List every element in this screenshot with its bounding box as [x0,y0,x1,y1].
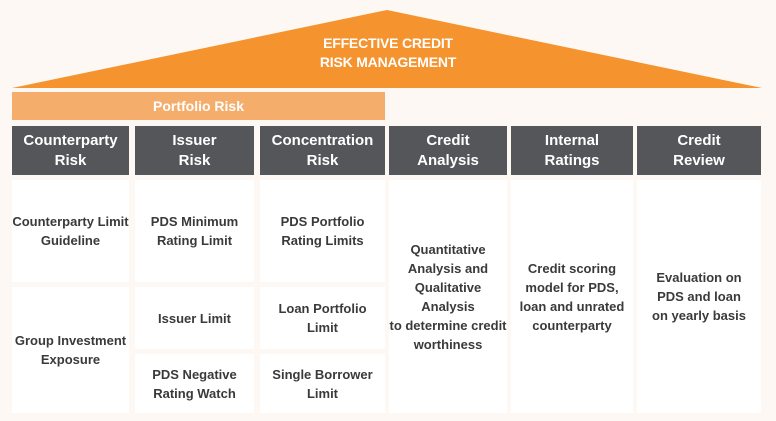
cell-line: Quantitative [410,241,486,257]
cell-line: Analysis and [407,260,489,276]
cell-loan-portfolio-limit [260,287,385,349]
cell-line: Exposure [40,352,101,367]
cell-line: PDS Negative [152,366,237,382]
cell-credit-analysis-description [389,180,507,413]
header-line: Risk [306,151,339,169]
cell-counterparty-limit-guideline [12,180,129,282]
cell-line: Rating Limits [281,233,364,248]
cell-pds-portfolio-rating-limits [260,180,385,282]
cell-line: Group Investment [14,333,127,348]
cell-line: worthiness [413,336,483,352]
header-line: Issuer [172,131,217,149]
header-line: Ratings [544,151,600,169]
header-line: Counterparty [23,131,118,149]
cell-line: Qualitative Analysis [414,279,482,314]
cell-line: Limit [306,385,339,401]
cell-line: model for PDS, [525,279,619,295]
cell-line: PDS Minimum [150,214,239,229]
header-counterparty-risk [12,126,129,175]
cell-line: Loan Portfolio [278,301,367,316]
cell-line: PDS Portfolio [280,214,365,229]
cell-issuer-limit [135,287,254,349]
cell-line: Rating Limit [156,233,233,248]
header-line: Concentration [271,131,374,149]
header-issuer-risk [135,126,254,175]
cell-internal-ratings-description [511,180,633,413]
cell-credit-review-description [637,180,761,413]
header-line: Internal [544,131,600,149]
header-concentration-risk [260,126,385,175]
cell-single-borrower-limit [260,354,385,413]
header-line: Review [673,151,725,169]
cell-line: PDS and loan [657,289,741,304]
header-line: Risk [54,151,87,169]
cell-group-investment-exposure [12,287,129,413]
cell-line: Rating Watch [153,385,236,401]
cell-line: loan and unrated [519,298,625,314]
main-title [238,34,538,72]
cell-line: to determine credit [389,317,507,333]
cell-line: Single Borrower [272,366,373,382]
header-credit-analysis [389,126,507,175]
cell-pds-negative-rating-watch [135,354,254,413]
cell-line: counterparty [532,317,612,333]
cell-line: Guideline [40,233,101,248]
header-line: Analysis [417,151,479,169]
cell-line: Limit [306,320,339,335]
header-line: Risk [178,151,211,169]
cell-line: Evaluation on [656,270,742,285]
cell-line: Issuer Limit [158,310,231,326]
cell-line: Credit scoring [527,260,617,276]
header-line: Credit [677,131,721,149]
cell-line: Counterparty Limit [12,214,129,229]
main-title-line1: EFFECTIVE CREDIT [323,35,453,51]
cell-line: on yearly basis [652,308,746,323]
header-internal-ratings [511,126,633,175]
portfolio-risk-banner: Portfolio Risk [12,92,385,120]
header-line: Credit [426,131,470,149]
header-credit-review [637,126,761,175]
cell-pds-minimum-rating-limit [135,180,254,282]
main-title-line2: RISK MANAGEMENT [319,54,457,70]
